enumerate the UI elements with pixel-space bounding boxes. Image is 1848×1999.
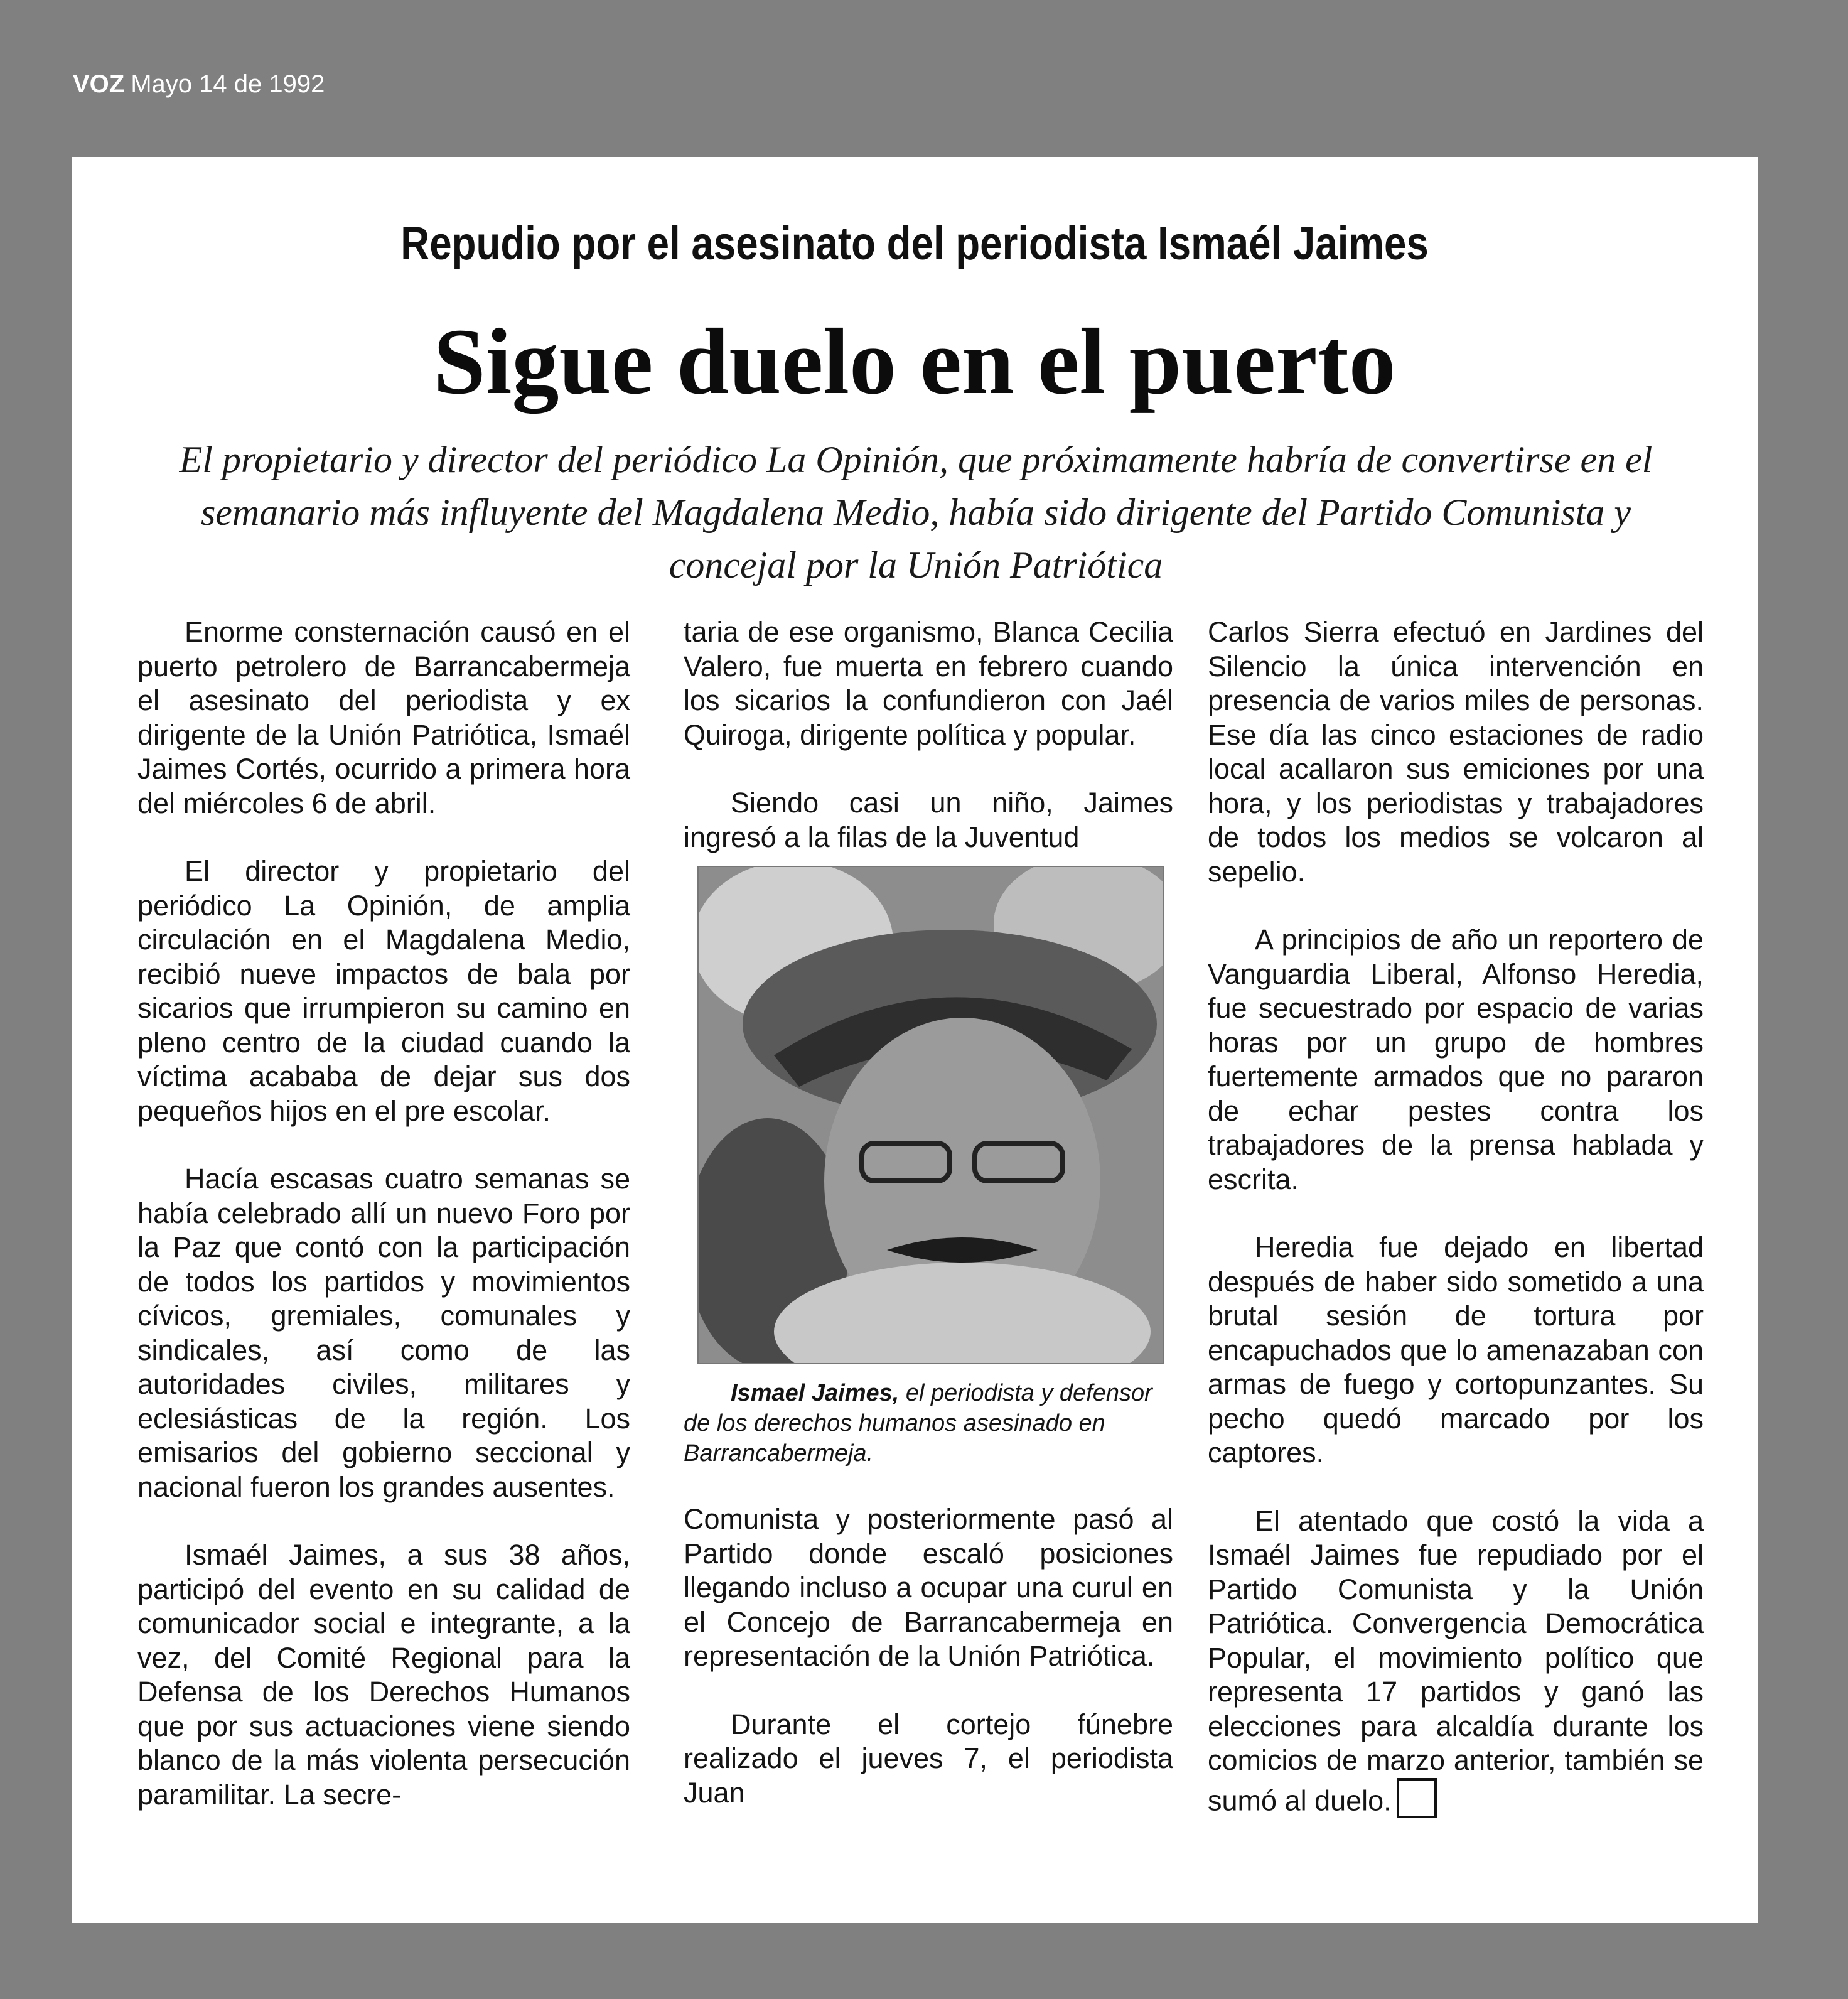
caption-text: el periodista y defensor de los derechos humanos asesinado en Barrancabermeja. <box>684 1380 1152 1467</box>
article-kicker: Repudio por el asesinato del periodista Ismaél Jaimes <box>400 217 1429 269</box>
paragraph: taria de ese organismo, Blanca Cecilia Valero, fue muerta en febrero cuando los sicarios la confundieron con Jaél Quiroga, dirigente política y popular. <box>684 616 1173 751</box>
article-deck: El propietario y director del periódico La Opinión, que próximamente habría de convertirse en el semanario más influyente del Magdalena Medio, había sido dirigente del Partido Comunista y concejal por la Unión Patriótica <box>179 439 1653 586</box>
article-column-3 <box>1208 615 1704 1852</box>
paragraph: Carlos Sierra efectuó en Jardines del Silencio la única intervención en presencia de varios miles de personas. Ese día las cinco estaciones de radio local acallaron sus emiciones por una hora, y los periodistas y trabajadores de todos los medios se volcaron al sepelio. <box>1208 616 1704 888</box>
photo-caption <box>684 1378 1173 1468</box>
source-line <box>73 70 325 99</box>
paragraph: Durante el cortejo fúnebre realizado el jueves 7, el periodista Juan <box>684 1708 1173 1809</box>
paragraph: Comunista y posteriormente pasó al Partido donde escaló posiciones llegando incluso a ocupar una curul en el Concejo de Barrancabermeja en representación de la Unión Patriótica. <box>684 1503 1173 1672</box>
paragraph <box>1208 1504 1704 1818</box>
publication-name: VOZ <box>73 70 125 98</box>
article-column-1 <box>137 615 630 1846</box>
paragraph: A principios de año un reportero de Vanguardia Liberal, Alfonso Heredia, fue secuestrado por espacio de varias horas por un grupo de hombres fuertemente armados que no pararon de echar pestes contra los trabajadores de la prensa hablada y escrita. <box>1208 924 1704 1195</box>
paragraph: El director y propietario del periódico La Opinión, de amplia circulación en el Magdalena Medio, recibió nueve impactos de bala por sicarios que irrumpieron su camino en pleno centro de la ciudad cuando la víctima acababa de dejar sus dos pequeños hijos en el pre escolar. <box>137 855 630 1127</box>
caption-name: Ismael Jaimes, <box>731 1380 900 1406</box>
closing-paragraph-text: El atentado que costó la vida a Ismaél Jaimes fue repudiado por el Partido Comunista y la Unión Patriótica. Convergencia Democrática Popular, el movimiento político que representa 17 partidos y ganó las elecciones para alcaldía durante los comicios de marzo anterior, también se sumó al duelo. <box>1208 1504 1704 1816</box>
paragraph: Enorme consternación causó en el puerto petrolero de Barrancabermeja el asesinato del periodista y ex dirigente de la Unión Patriótica, Ismaél Jaimes Cortés, ocurrido a primera hora del miércoles 6 de abril. <box>137 616 630 819</box>
article-headline: Sigue duelo en el puerto <box>433 310 1396 414</box>
paragraph: Heredia fue dejado en libertad después de haber sido sometido a una brutal sesión de tortura por encapuchados que lo amenazaban con armas de fuego y cortopunzantes. Su pecho quedó marcado por los captores. <box>1208 1231 1704 1468</box>
paragraph: Ismaél Jaimes, a sus 38 años, participó del evento en su calidad de comunicador social e integrante, a la vez, del Comité Regional para la Defensa de los Derechos Humanos que por sus actuaciones viene siendo blanco de la más violenta persecución paramilitar. La secre- <box>137 1539 630 1811</box>
portrait-photo <box>697 866 1164 1364</box>
end-mark-icon <box>1397 1778 1437 1818</box>
article-column-2 <box>684 615 1173 1844</box>
paragraph: Siendo casi un niño, Jaimes ingresó a la filas de la Juventud <box>684 787 1173 853</box>
publication-date: Mayo 14 de 1992 <box>131 70 325 98</box>
paragraph: Hacía escasas cuatro semanas se había celebrado allí un nuevo Foro por la Paz que contó con la participación de todos los partidos y movimientos cívicos, gremiales, comunales y sindicales, así como de las autoridades civiles, militares y eclesiásticas de la región. Los emisarios del gobierno seccional y nacional fueron los grandes ausentes. <box>137 1163 630 1503</box>
newspaper-clipping <box>72 157 1758 1923</box>
